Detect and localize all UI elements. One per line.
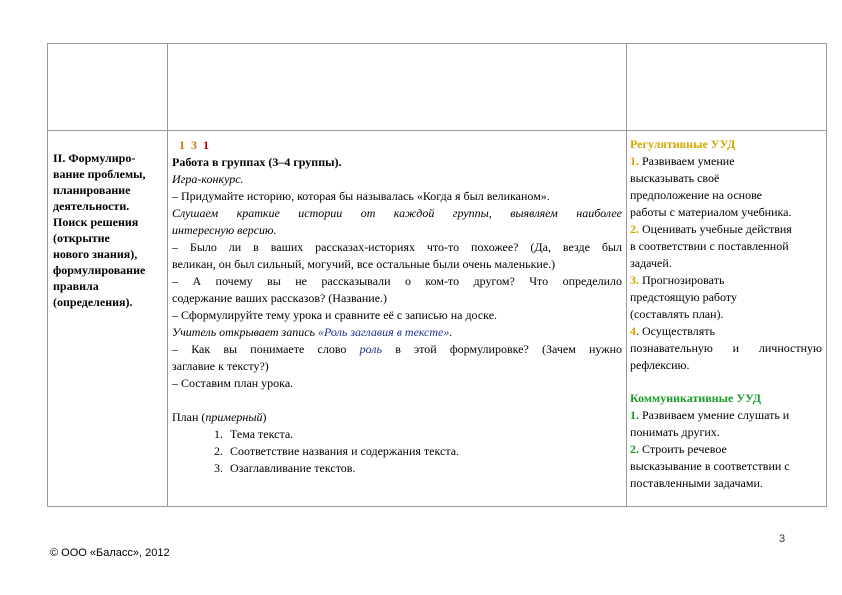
table-row-empty: [48, 44, 827, 131]
uud-cell: [627, 131, 827, 507]
uud-content: [627, 131, 826, 492]
paragraph: содержание ваших рассказов? (Название.): [172, 291, 388, 305]
item-number: 3.: [630, 273, 639, 287]
uud-item: [630, 153, 822, 170]
game-label: Игра-конкурс.: [172, 172, 244, 186]
slide-number: 1: [203, 138, 209, 152]
item-text: Оценивать учебные действия: [639, 222, 792, 236]
stage-line: II. Формулиро-: [53, 151, 136, 165]
uud-line: рефлексию.: [630, 358, 690, 372]
work-cell: [168, 131, 627, 507]
plan-list: [172, 426, 622, 477]
stage-line: нового знания),: [53, 247, 138, 261]
stage-title: [48, 131, 167, 310]
uud-line: задачей.: [630, 256, 672, 270]
item-number: 2.: [630, 222, 639, 236]
uud-line: высказывать своё: [630, 171, 720, 185]
stage-line: Поиск решения: [53, 215, 139, 229]
paragraph-part: в этой формулировке? (Зачем нужно: [382, 342, 622, 356]
paragraph: интересную версию.: [172, 223, 277, 237]
uud-item: [630, 323, 822, 340]
page-number: 3: [779, 533, 786, 545]
paragraph: – Сформулируйте тему урока и сравните её с записью на доске.: [172, 308, 498, 322]
stage-line: (открытие: [53, 231, 110, 245]
work-heading: Работа в группах (3–4 группы).: [172, 155, 342, 169]
paragraph-part: – Как вы понимаете слово: [172, 342, 360, 356]
slide-numbers: [172, 137, 622, 154]
uud-line: поставленными задачами.: [630, 476, 763, 490]
stage-line: (определения).: [53, 295, 133, 309]
paragraph: великан, он был сильный, могучий, все остальные были очень маленькие.): [172, 257, 556, 271]
highlight-word: роль: [359, 342, 382, 356]
teacher-note-end: .: [449, 325, 453, 339]
stage-cell: [48, 131, 168, 507]
item-text: Прогнозировать: [639, 273, 725, 287]
list-item: 2. Соответствие названия и содержания текста.: [226, 443, 622, 460]
item-text: . Осуществлять: [636, 324, 716, 338]
uud-line: познавательную и личностную: [630, 341, 822, 355]
plan-label-close: ): [262, 410, 267, 424]
list-item: 3. Озаглавливание текстов.: [226, 460, 622, 477]
uud-line: предположение на основе: [630, 188, 762, 202]
empty-cell-stage: [48, 44, 168, 131]
teacher-note: [172, 324, 622, 341]
item-text: Строить речевое: [639, 442, 727, 456]
uud-line: высказывание в соответствии с: [630, 459, 790, 473]
uud-item: [630, 272, 822, 289]
uud-line: предстоящую работу: [630, 290, 737, 304]
regulative-title: Регулятивные УУД: [630, 137, 736, 151]
work-content: [168, 131, 626, 477]
uud-line: (составлять план).: [630, 307, 724, 321]
teacher-note-text: Учитель открывает запись: [172, 325, 319, 339]
table-row-stage-2: [48, 131, 827, 507]
item-text: Развиваем умение: [639, 154, 735, 168]
stage-line: деятельности.: [53, 199, 130, 213]
uud-item: [630, 407, 822, 424]
paragraph: заглавие к тексту?): [172, 359, 269, 373]
communicative-title: Коммуникативные УУД: [630, 391, 762, 405]
stage-line: правила: [53, 279, 99, 293]
list-item: 1. Тема текста.: [226, 426, 622, 443]
copyright: © ООО «Баласс», 2012: [50, 547, 170, 559]
paragraph: – Придумайте историю, которая бы называлась «Когда я был великаном».: [172, 189, 550, 203]
uud-line: в соответствии с поставленной: [630, 239, 789, 253]
uud-item: [630, 221, 822, 238]
board-quote: «Роль заглавия в тексте»: [318, 325, 450, 339]
stage-line: формулирование: [53, 263, 146, 277]
item-text: Развиваем умение слушать и: [639, 408, 790, 422]
paragraph: – Было ли в ваших рассказах-историях что-то похожее? (Да, везде был: [172, 240, 622, 254]
stage-line: планирование: [53, 183, 131, 197]
uud-line: работы с материалом учебника.: [630, 205, 792, 219]
empty-cell-uud: [627, 44, 827, 131]
paragraph: Слушаем краткие истории от каждой группы, выявляем наиболее: [172, 206, 622, 220]
paragraph: [172, 341, 622, 358]
paragraph: – А почему вы не рассказывали о ком-то другом? Что определило: [172, 274, 622, 288]
uud-line: понимать других.: [630, 425, 720, 439]
item-number: 4: [630, 324, 636, 338]
plan-label: [172, 409, 622, 426]
item-number: 1.: [630, 154, 639, 168]
item-number: 1.: [630, 408, 639, 422]
item-number: 2.: [630, 442, 639, 456]
slide-number: 1: [179, 138, 185, 152]
paragraph: – Составим план урока.: [172, 376, 294, 390]
uud-item: [630, 441, 822, 458]
slide-number: 3: [191, 138, 197, 152]
plan-label-italic: примерный: [205, 410, 263, 424]
plan-label-text: План (: [172, 410, 206, 424]
lesson-table: [47, 43, 827, 507]
empty-cell-work: [168, 44, 627, 131]
stage-line: вание проблемы,: [53, 167, 146, 181]
